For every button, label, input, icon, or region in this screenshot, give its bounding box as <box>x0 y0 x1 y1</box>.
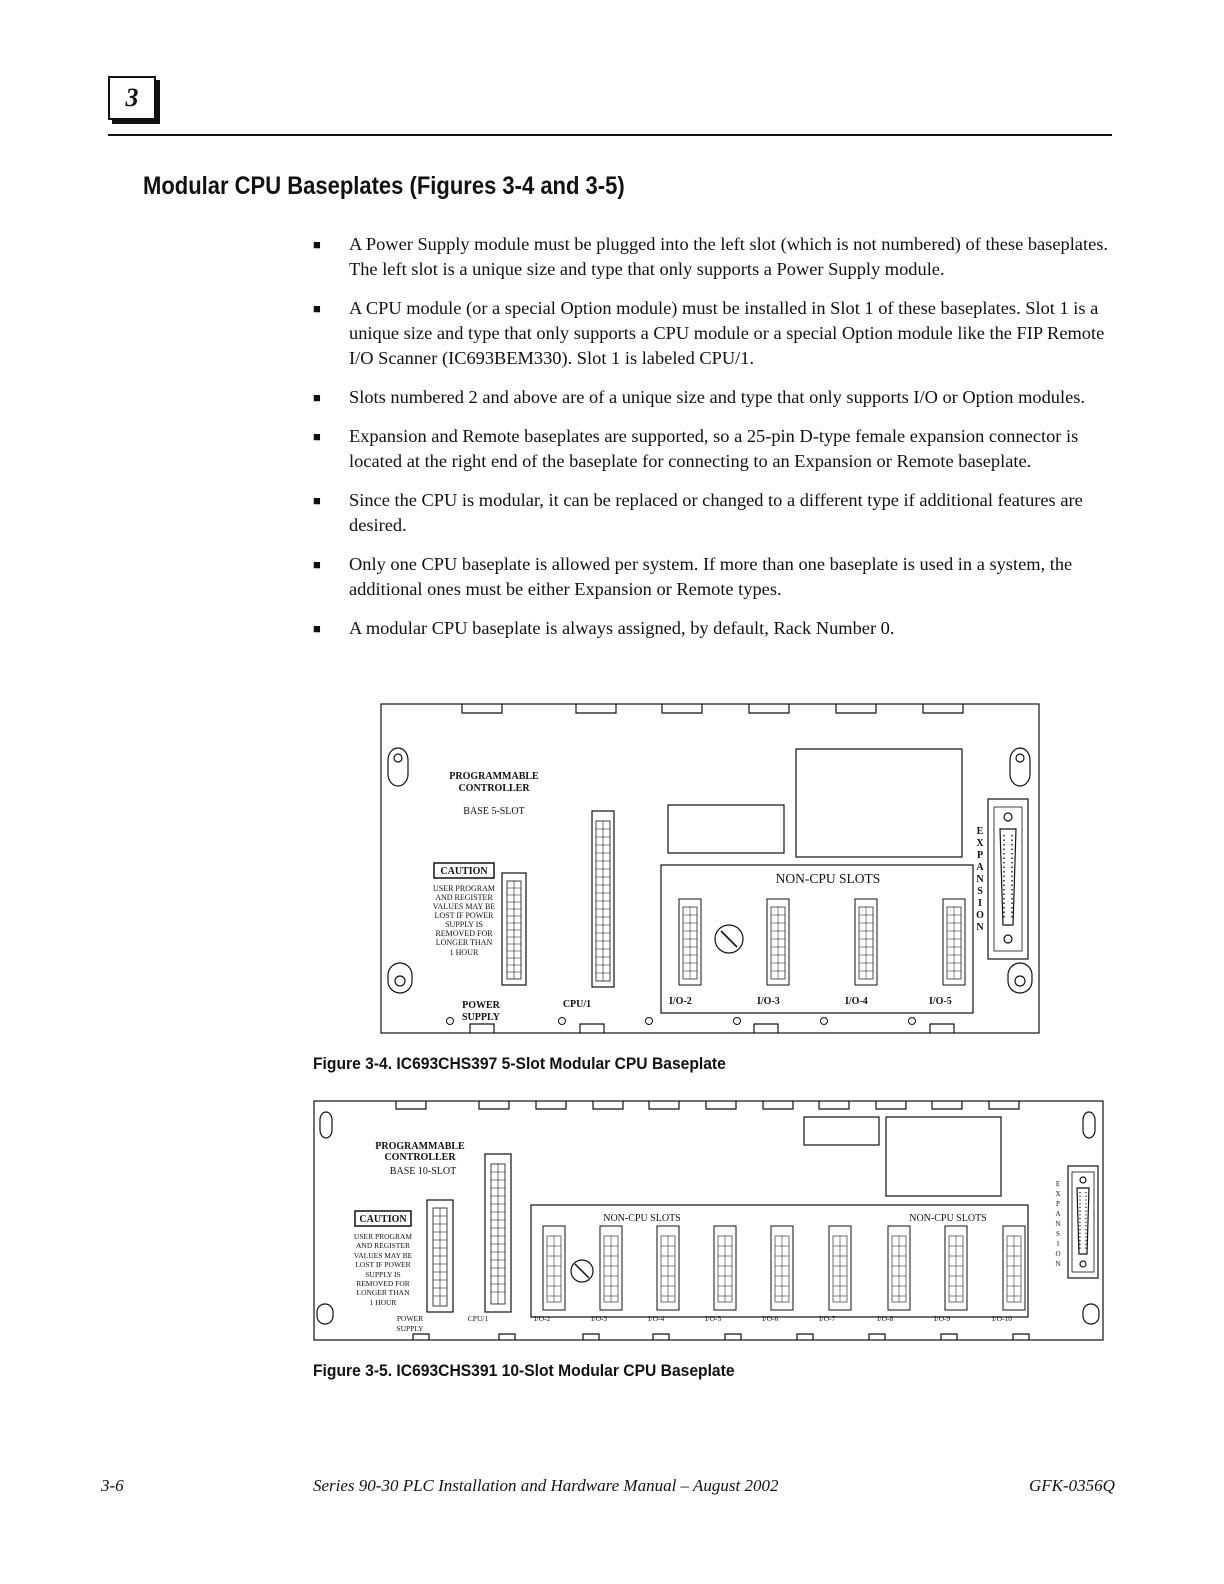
bullet-text: Since the CPU is modular, it can be replaced or changed to a different type if additional features are desired. <box>349 490 1083 535</box>
power-label-line2: SUPPLY <box>462 1012 500 1023</box>
figure-caption: Figure 3-5. IC693CHS391 10-Slot Modular CPU Baseplate <box>313 1361 735 1380</box>
bullet-item: ■ Since the CPU is modular, it can be replaced or changed to a different type if additional features are desired. <box>313 490 1083 535</box>
caution-line: USER PROGRAM <box>432 884 496 893</box>
caution-line: SUPPLY IS <box>445 920 483 929</box>
bullet-text: Slots numbered 2 and above are of a unique size and type that only supports I/O or Option modules. <box>349 387 1085 407</box>
expansion-letter: P <box>976 850 984 861</box>
bullet-text: A CPU module (or a special Option module) must be installed in Slot 1 of these baseplates. Slot 1 is a unique size and type that only supports a CPU module or a special Option module like the FIP Remote I/O Scanner (IC693BEM330). Slot 1 is labeled CPU/1. <box>349 298 1105 368</box>
caution-line: SUPPLY IS <box>365 1270 401 1279</box>
expansion-letter: P <box>1056 1200 1060 1208</box>
io-slot-label: I/O-2 <box>669 996 692 1007</box>
caution-line: LOST IF POWER <box>355 1260 411 1269</box>
power-label-line1: POWER <box>462 1000 500 1011</box>
figure-10-slot-baseplate <box>313 1100 1105 1343</box>
expansion-letter: O <box>1055 1250 1061 1258</box>
caution-line: 1 HOUR <box>369 1298 397 1307</box>
caution-line: REMOVED FOR <box>356 1279 410 1288</box>
io-slot-connectors <box>679 899 965 985</box>
footer-page-number: 3-6 <box>101 1476 124 1495</box>
expansion-letter: E <box>1055 1180 1061 1188</box>
base-label: BASE 5-SLOT <box>463 806 525 817</box>
top-tabs <box>462 704 963 713</box>
expansion-letters <box>1055 1180 1060 1268</box>
bullet-item: ■ Slots numbered 2 and above are of a unique size and type that only supports I/O or Option modules. <box>313 387 1085 407</box>
expansion-letter: O <box>976 910 984 921</box>
caution-line: USER PROGRAM <box>353 1232 413 1241</box>
bullet-text: Expansion and Remote baseplates are supported, so a 25-pin D-type female expansion connector is located at the right end of the baseplate for connecting to an Expansion or Remote baseplate. <box>349 426 1079 471</box>
bullet-text: A modular CPU baseplate is always assigned, by default, Rack Number 0. <box>349 618 895 638</box>
caution-line: AND REGISTER <box>435 893 493 902</box>
expansion-letter: S <box>1056 1230 1060 1238</box>
expansion-letter: A <box>976 862 984 873</box>
caution-title: CAUTION <box>359 1214 407 1225</box>
io-slot-label: I/O-10 <box>992 1314 1012 1323</box>
header-rule <box>108 134 1112 136</box>
noncpu-slot-region <box>661 865 973 1013</box>
figure-5-slot-baseplate <box>380 703 1042 1037</box>
expansion-connector <box>1068 1166 1098 1278</box>
expansion-letter: X <box>1055 1190 1061 1198</box>
bullet-item: ■ A CPU module (or a special Option module) must be installed in Slot 1 of these baseplates. Slot 1 is a unique size and type that only supports a CPU module or a special Option module like the FIP Remote I/O Scanner (IC693BEM330). Slot 1 is labeled CPU/1. <box>313 298 1105 368</box>
io-slot-label: I/O-3 <box>757 996 780 1007</box>
brand-line1: PROGRAMMABLE <box>375 1141 465 1152</box>
io-slot-label: I/O-9 <box>934 1314 951 1323</box>
caution-line: 1 HOUR <box>449 948 479 957</box>
base-label: BASE 10-SLOT <box>389 1166 457 1177</box>
bottom-tabs <box>413 1334 1029 1340</box>
io-slot-connectors <box>543 1226 1025 1310</box>
io-slot-label: I/O-7 <box>819 1314 836 1323</box>
expansion-letter: S <box>977 886 983 897</box>
bullet-item: ■ Expansion and Remote baseplates are supported, so a 25-pin D-type female expansion connector is located at the right end of the baseplate for connecting to an Expansion or Remote baseplate. <box>313 426 1079 471</box>
label-area-large <box>796 749 962 857</box>
chapter-number-box <box>108 76 156 120</box>
power-label-line2: SUPPLY <box>396 1324 424 1333</box>
io-slot-labels <box>669 996 952 1007</box>
power-supply-connector <box>427 1200 453 1312</box>
label-area-small <box>804 1117 879 1145</box>
expansion-letter: N <box>1055 1260 1061 1268</box>
bullet-text: A Power Supply module must be plugged into the left slot (which is not numbered) of these baseplates. The left slot is a unique size and type that only supports a Power Supply module. <box>349 234 1108 279</box>
expansion-letter: X <box>976 838 984 849</box>
no-ps-symbol-icon <box>571 1260 593 1282</box>
caution-text <box>354 1232 413 1307</box>
io-slot-label: I/O-2 <box>534 1314 551 1323</box>
cpu-slot-label: CPU/1 <box>562 999 592 1010</box>
noncpu-label-right: NON-CPU SLOTS <box>909 1213 987 1224</box>
label-area-small <box>668 805 784 853</box>
io-slot-label: I/O-5 <box>705 1314 722 1323</box>
bullet-item: ■ A modular CPU baseplate is always assigned, by default, Rack Number 0. <box>313 618 895 638</box>
brand-line2: CONTROLLER <box>384 1152 456 1163</box>
power-label-line1: POWER <box>396 1314 424 1323</box>
bullet-text: Only one CPU baseplate is allowed per system. If more than one baseplate is used in a system, the additional ones must be either Expansion or Remote types. <box>349 554 1073 599</box>
expansion-letter: A <box>1055 1210 1061 1218</box>
cpu-connector <box>592 811 614 987</box>
chapter-number: 3 <box>125 83 139 112</box>
expansion-letter: N <box>1055 1220 1061 1228</box>
footer-title: Series 90-30 PLC Installation and Hardware Manual – August 2002 <box>313 1476 779 1495</box>
brand-line2: CONTROLLER <box>458 783 530 794</box>
bullet-list <box>313 232 1113 655</box>
caution-line: VALUES MAY BE <box>432 902 496 911</box>
io-slot-labels <box>534 1314 1012 1323</box>
footer-doc-id: GFK-0356Q <box>1029 1476 1115 1495</box>
power-supply-connector <box>502 873 526 985</box>
brand-line1: PROGRAMMABLE <box>449 771 539 782</box>
io-slot-label: I/O-5 <box>929 996 952 1007</box>
caution-line: REMOVED FOR <box>435 929 493 938</box>
io-slot-label: I/O-6 <box>762 1314 779 1323</box>
caution-line: LONGER THAN <box>356 1288 410 1297</box>
io-slot-label: I/O-3 <box>591 1314 608 1323</box>
expansion-letter: E <box>976 826 984 837</box>
screw-holes <box>447 1018 916 1025</box>
io-slot-label: I/O-8 <box>877 1314 894 1323</box>
expansion-letter: N <box>976 922 984 933</box>
io-slot-label: I/O-4 <box>648 1314 665 1323</box>
expansion-letter: I <box>1056 1240 1060 1248</box>
figure-caption: Figure 3-4. IC693CHS397 5-Slot Modular CPU Baseplate <box>313 1054 726 1073</box>
bullet-item: ■ Only one CPU baseplate is allowed per system. If more than one baseplate is used in a system, the additional ones must be either Expansion or Remote types. <box>313 554 1073 599</box>
expansion-letters <box>976 826 984 933</box>
noncpu-label-left: NON-CPU SLOTS <box>603 1213 681 1224</box>
caution-line: LONGER THAN <box>435 938 493 947</box>
caution-line: VALUES MAY BE <box>353 1251 413 1260</box>
section-title: Modular CPU Baseplates (Figures 3-4 and 3-5) <box>143 172 625 200</box>
cpu-connector <box>485 1154 511 1312</box>
caution-line: LOST IF POWER <box>434 911 494 920</box>
caution-text <box>433 884 495 957</box>
cpu-slot-label: CPU/1 <box>467 1314 489 1323</box>
expansion-connector <box>988 799 1028 959</box>
caution-title: CAUTION <box>440 866 488 877</box>
noncpu-label: NON-CPU SLOTS <box>775 871 881 886</box>
label-area-large <box>886 1117 1001 1196</box>
caution-line: AND REGISTER <box>356 1241 410 1250</box>
bullet-item: ■ A Power Supply module must be plugged into the left slot (which is not numbered) of these baseplates. The left slot is a unique size and type that only supports a Power Supply module. <box>313 234 1108 279</box>
top-tabs <box>396 1101 1019 1109</box>
io-slot-label: I/O-4 <box>845 996 868 1007</box>
expansion-letter: N <box>976 874 984 885</box>
no-ps-symbol-icon <box>715 925 743 953</box>
expansion-letter: I <box>978 898 982 909</box>
bottom-tabs <box>470 1024 954 1033</box>
